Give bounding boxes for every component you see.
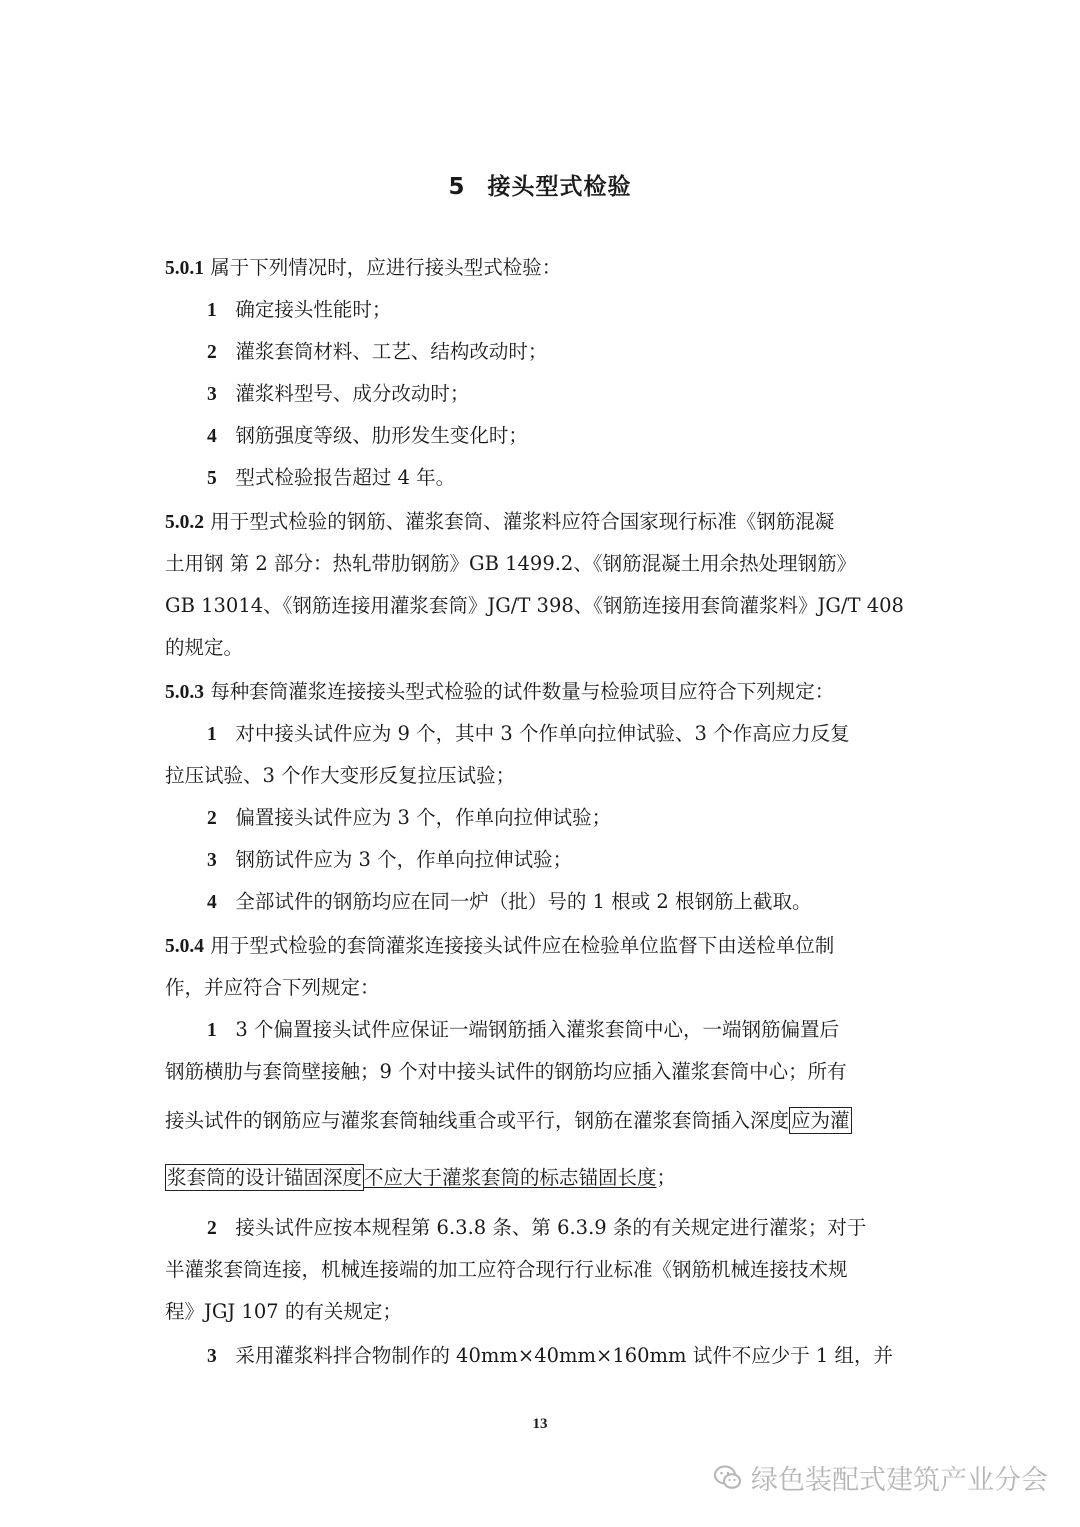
underlined-text: 不应大于灌浆套筒的标志锚固长度 <box>364 1166 657 1189</box>
list-item: 2 偏置接头试件应为 3 个，作单向拉伸试验； <box>207 806 612 829</box>
list-item: 1 3 个偏置接头试件应保证一端钢筋插入灌浆套筒中心，一端钢筋偏置后 <box>207 1018 839 1041</box>
wechat-icon <box>713 1463 743 1493</box>
clause-5-0-1: 5.0.1 属于下列情况时，应进行接头型式检验： <box>165 256 562 279</box>
list-item: 1 对中接头试件应为 9 个，其中 3 个作单向拉伸试验、3 个作高应力反复 <box>207 722 850 745</box>
boxed-text: 应为灌 <box>791 1109 850 1132</box>
chapter-title <box>0 168 1080 201</box>
list-item: 2 接头试件应按本规程第 6.3.8 条、第 6.3.9 条的有关规定进行灌浆；对于 <box>207 1216 867 1239</box>
list-item: 3 钢筋试件应为 3 个，作单向拉伸试验； <box>207 848 573 871</box>
chapter-title-text: 接头型式检验 <box>487 174 632 200</box>
paragraph-line: 的规定。 <box>165 636 244 659</box>
paragraph-line: 浆套筒的设计锚固深度 不应大于灌浆套筒的标志锚固长度； <box>167 1166 677 1189</box>
paragraph-line: 土用钢 第 2 部分：热轧带肋钢筋》GB 1499.2、《钢筋混凝土用余热处理钢筋》 <box>165 552 857 575</box>
clause-5-0-4: 5.0.4 用于型式检验的套筒灌浆连接接头试件应在检验单位监督下由送检单位制 <box>165 934 835 957</box>
list-item: 3 采用灌浆料拌合物制作的 40mm×40mm×160mm 试件不应少于 1 组，并 <box>207 1344 894 1367</box>
list-item: 4 全部试件的钢筋均应在同一炉（批）号的 1 根或 2 根钢筋上截取。 <box>207 890 812 913</box>
clause-5-0-3: 5.0.3 每种套筒灌浆连接接头型式检验的试件数量与检验项目应符合下列规定： <box>165 680 835 703</box>
paragraph-line: 钢筋横肋与套筒壁接触；9 个对中接头试件的钢筋均应插入灌浆套筒中心；所有 <box>165 1060 847 1083</box>
paragraph-line: 接头试件的钢筋应与灌浆套筒轴线重合或平行，钢筋在灌浆套筒插入深度 应为灌 <box>165 1109 850 1132</box>
watermark-text: 绿色装配式建筑产业分会 <box>751 1465 1048 1496</box>
paragraph-line: 程》JGJ 107 的有关规定； <box>165 1300 402 1323</box>
boxed-text: 浆套筒的设计锚固深度 <box>167 1166 363 1189</box>
list-item: 2 灌浆套筒材料、工艺、结构改动时； <box>207 340 548 363</box>
list-item: 3 灌浆料型号、成分改动时； <box>207 382 470 405</box>
list-item: 4 钢筋强度等级、肋形发生变化时； <box>207 424 528 447</box>
paragraph-line: 半灌浆套筒连接，机械连接端的加工应符合现行行业标准《钢筋机械连接技术规 <box>165 1258 848 1281</box>
paragraph-line: 拉压试验、3 个作大变形反复拉压试验； <box>165 764 516 787</box>
page-number: 13 <box>532 1416 548 1432</box>
paragraph-line: GB 13014、《钢筋连接用灌浆套筒》JG/T 398、《钢筋连接用套筒灌浆料》JG/T 408 <box>165 594 904 617</box>
clause-5-0-2: 5.0.2 用于型式检验的钢筋、灌浆套筒、灌浆料应符合国家现行标准《钢筋混凝 <box>165 510 835 533</box>
paragraph-line: 作，并应符合下列规定： <box>165 976 380 999</box>
list-item: 5 型式检验报告超过 4 年。 <box>207 466 456 489</box>
list-item: 1 确定接头性能时； <box>207 298 392 321</box>
chapter-number: 5 <box>448 174 466 200</box>
watermark <box>713 1458 1048 1497</box>
